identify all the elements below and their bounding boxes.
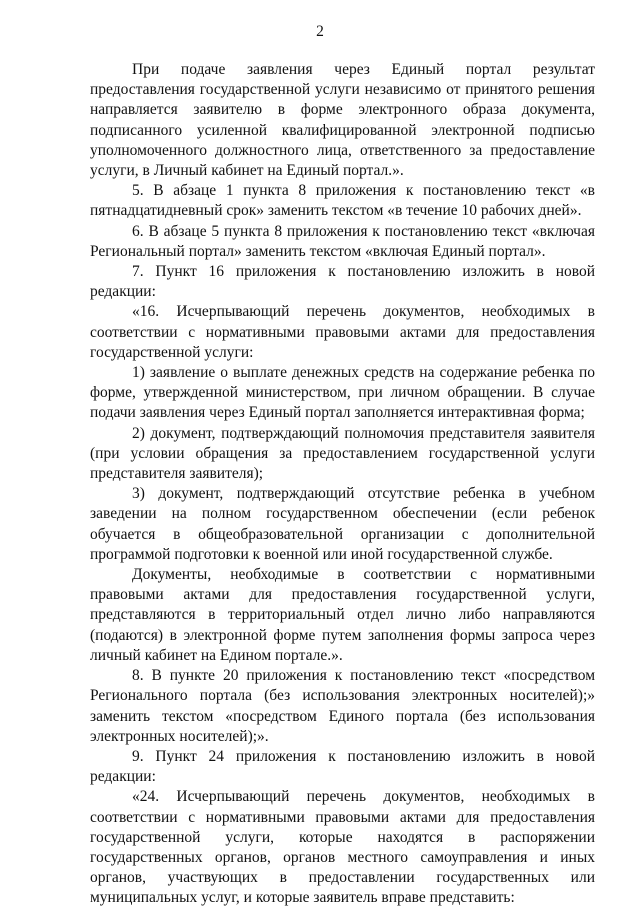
- paragraph-item-8: 8. В пункте 20 приложения к постановлению текст «посредством Регионального портала (без использования электронных носителей);» заменить текстом «посредством Единого портала (без использования электронных носителей);».: [90, 667, 595, 745]
- paragraph-item-5: 5. В абзаце 1 пункта 8 приложения к постановлению текст «в пятнадцатидневный срок» заменить текстом «в течение 10 рабочих дней».: [90, 182, 595, 220]
- paragraph-item-9: 9. Пункт 24 приложения к постановлению изложить в новой редакции:: [90, 747, 595, 786]
- paragraph-item-7: 7. Пункт 16 приложения к постановлению изложить в новой редакции:: [90, 263, 595, 301]
- paragraph-result-delivery: При подаче заявления через Единый портал результат предоставления государственной услуги независимо от принятого решения направляется заявителю в форме электронного образа документа, подписанного усиленной квалифицированной электронной подписью уполномоченного должностного лица, ответственного за предоставление услуги, в Личный кабинет на Единый портал.».: [90, 61, 595, 180]
- paragraph-item-6: 6. В абзаце 5 пункта 8 приложения к постановлению текст «включая Региональный портал» заменить текстом «включая Единый портал».: [90, 222, 595, 260]
- paragraph-document-1: 1) заявление о выплате денежных средств на содержание ребенка по форме, утвержденной министерством, при личном обращении. В случае подачи заявления через Единый портал заполняется интерактивная форма;: [90, 364, 595, 422]
- paragraph-submission: Документы, необходимые в соответствии с нормативными правовыми актами для предоставления государственной услуги, представляются в территориальный отдел лично либо направляются (подаются) в электронной форме путем заполнения формы запроса через личный кабинет на Едином портале.».: [90, 566, 595, 664]
- paragraph-clause-24: «24. Исчерпывающий перечень документов, необходимых в соответствии с нормативными правовыми актами для предоставления государственной услуги, которые находятся в распоряжении государственных органов, органов местного самоуправления и иных органов, участвующих в предоставлении государственных или муниципальных услуг, и которые заявитель вправе представить:: [90, 788, 595, 907]
- paragraph-document-2: 2) документ, подтверждающий полномочия представителя заявителя (при условии обращения за предоставлением государственной услуги представителя заявителя);: [90, 424, 595, 483]
- paragraph-document-3: 3) документ, подтверждающий отсутствие ребенка в учебном заведении на полном государственном обеспечении (если ребенок обучается в общеобразовательной организации с дополнительной программой подготовки к военной или иной государственной службе.: [90, 485, 595, 563]
- paragraph-clause-16: «16. Исчерпывающий перечень документов, необходимых в соответствии с нормативными правовыми актами для предоставления государственной услуги:: [90, 303, 595, 361]
- page-number: 2: [316, 23, 324, 40]
- document-body: [90, 60, 595, 909]
